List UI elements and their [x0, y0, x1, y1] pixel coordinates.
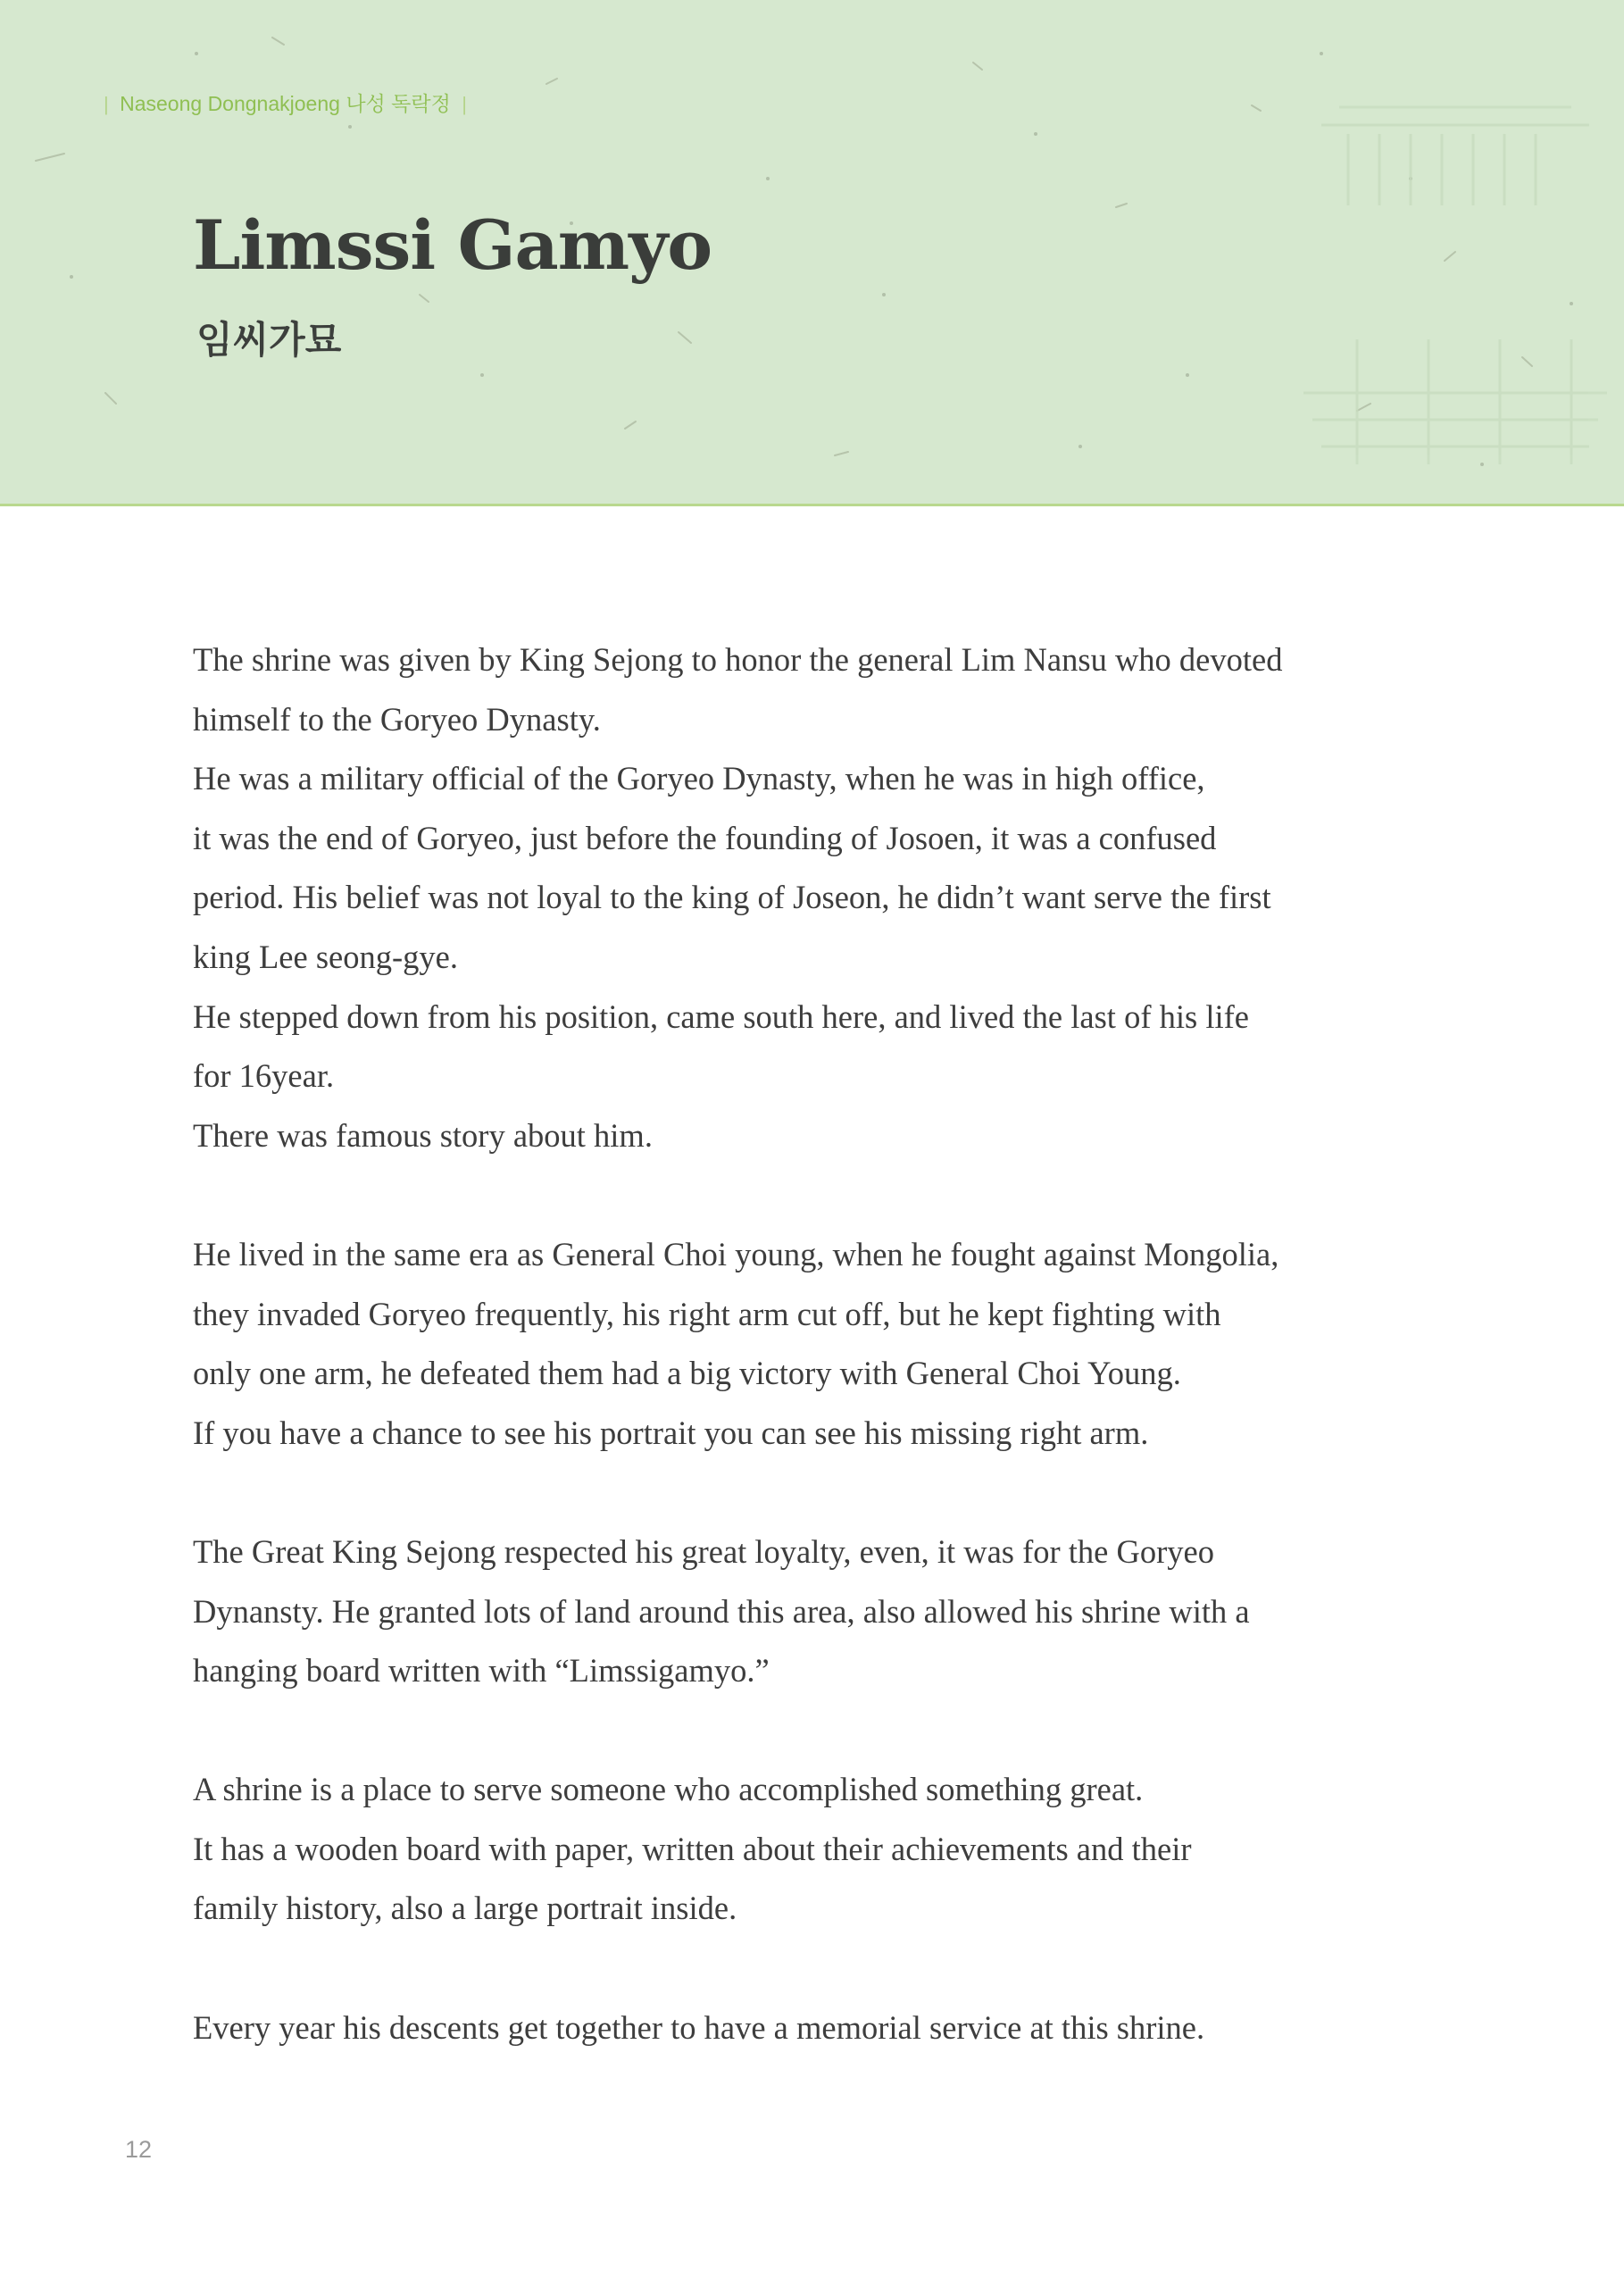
body-line: they invaded Goryeo frequently, his right arm cut off, but he kept fighting with [193, 1295, 1221, 1332]
paragraph-gap [193, 1701, 1461, 1761]
running-head [98, 88, 472, 117]
body-line: The shrine was given by King Sejong to honor the general Lim Nansu who devoted [193, 641, 1283, 678]
paragraph-gap [193, 1463, 1461, 1523]
page-subtitle-korean: 임씨가묘 [196, 318, 342, 362]
body-line: hanging board written with “Limssigamyo.” [193, 1652, 770, 1690]
body-line: it was the end of Goryeo, just before the founding of Josoen, it was a confused [193, 819, 1217, 856]
body-line: He stepped down from his position, came south here, and lived the last of his life [193, 997, 1249, 1035]
running-head-left-rule: | [104, 93, 109, 115]
running-head-korean: 나성 독락정 [346, 92, 451, 115]
running-head-english: Naseong Dongnakjoeng [120, 92, 340, 115]
running-head-right-rule: | [462, 93, 467, 115]
page-title: Limssi Gamyo [193, 205, 712, 285]
body-line: Every year his descents get together to have a memorial service at this shrine. [193, 2008, 1205, 2046]
body-line: If you have a chance to see his portrait you can see his missing right arm. [193, 1414, 1149, 1451]
body-line: The Great King Sejong respected his great loyalty, even, it was for the Goryeo [193, 1532, 1214, 1570]
body-line: for 16year. [193, 1057, 335, 1095]
body-line: He lived in the same era as General Choi young, when he fought against Mongolia, [193, 1235, 1279, 1273]
body-line: family history, also a large portrait inside. [193, 1890, 737, 1927]
body-line: period. His belief was not loyal to the king of Joseon, he didn’t want serve the first [193, 879, 1271, 916]
body-line: Dynansty. He granted lots of land around this area, also allowed his shrine with a [193, 1592, 1250, 1630]
body-line: king Lee seong-gye. [193, 938, 458, 975]
page-number: 12 [125, 2136, 153, 2163]
paragraph-gap [193, 1939, 1461, 1998]
body-line: only one arm, he defeated them had a big victory with General Choi Young. [193, 1355, 1181, 1392]
body-line: himself to the Goryeo Dynasty. [193, 700, 601, 738]
body-line: It has a wooden board with paper, written about their achievements and their [193, 1830, 1192, 1867]
body-line: There was famous story about him. [193, 1116, 653, 1154]
body-line: He was a military official of the Goryeo Dynasty, when he was in high office, [193, 760, 1205, 797]
body-line: A shrine is a place to serve someone who accomplished something great. [193, 1771, 1144, 1808]
paragraph-gap [193, 1165, 1461, 1225]
article-body [193, 630, 1461, 2057]
